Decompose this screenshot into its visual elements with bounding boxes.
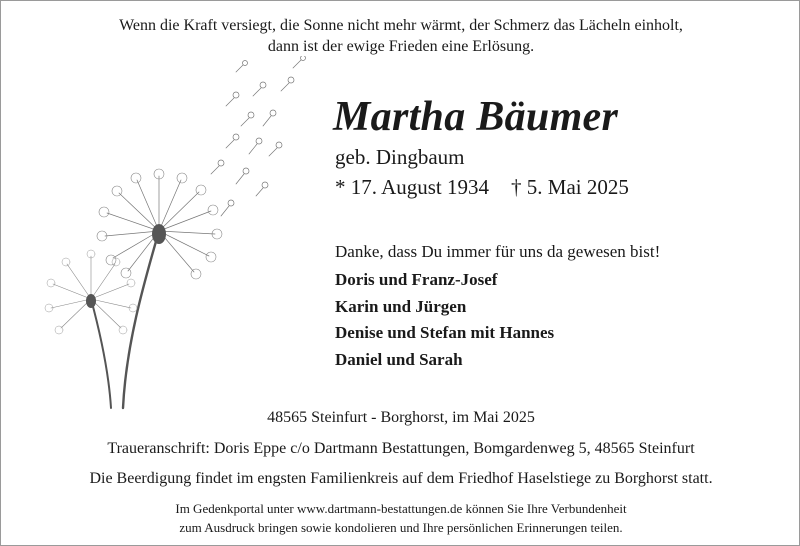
- life-dates: [335, 175, 629, 200]
- death-date: † 5. Mai 2025: [511, 175, 629, 199]
- dandelion-illustration: [31, 56, 321, 416]
- mourner-entry: Daniel und Sarah: [335, 349, 463, 369]
- mourner-entry: Karin und Jürgen: [335, 296, 467, 316]
- mourner-entry: Denise und Stefan mit Hannes: [335, 323, 555, 342]
- mourners-list: [335, 267, 554, 373]
- place-date: 48565 Steinfurt - Borghorst, im Mai 2025: [267, 409, 535, 426]
- poem-line-1: Wenn die Kraft versiegt, die Sonne nicht mehr wärmt, der Schmerz das Lächeln einholt,: [119, 17, 683, 34]
- funeral-note: Die Beerdigung findet im engsten Familienkreis auf dem Friedhof Haselstiege zu Borghorst statt.: [89, 470, 713, 487]
- deceased-name: Martha Bäumer: [333, 94, 619, 140]
- mourner-entry: Doris und Franz-Josef: [335, 270, 498, 289]
- poem: [1, 15, 800, 57]
- portal-note: [1, 499, 800, 537]
- portal-note-line-1: Im Gedenkportal unter www.dartmann-bestattungen.de können Sie Ihre Verbundenheit: [175, 501, 627, 516]
- thanks-line: Danke, dass Du immer für uns da gewesen bist!: [335, 242, 661, 261]
- maiden-name: geb. Dingbaum: [335, 145, 465, 169]
- mourning-address: Traueranschrift: Doris Eppe c/o Dartmann Bestattungen, Bomgardenweg 5, 48565 Steinfurt: [107, 440, 695, 457]
- portal-note-line-2: zum Ausdruck bringen sowie kondolieren und Ihre persönlichen Erinnerungen teilen.: [179, 520, 623, 535]
- birth-date: * 17. August 1934: [335, 175, 490, 199]
- poem-line-2: dann ist der ewige Frieden eine Erlösung.: [267, 38, 535, 55]
